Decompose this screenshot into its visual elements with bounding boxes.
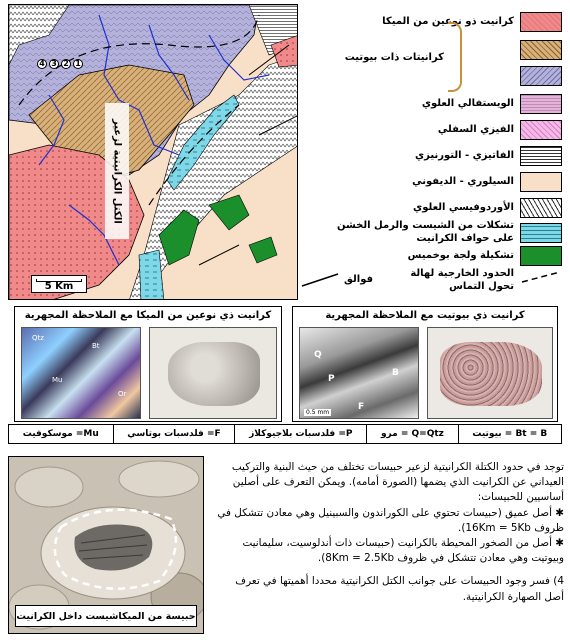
legend-item xyxy=(300,172,562,192)
granite-group-brace xyxy=(448,22,462,92)
granite-group-label: كرانيتات ذات بيوتيت xyxy=(344,52,444,63)
legend-item xyxy=(300,270,373,290)
scale-bar xyxy=(31,275,87,293)
sample-marker: 3 xyxy=(49,59,59,69)
deep-origin-paragraph: ✱ أصل عميق (حبيسات تحتوي على الكوراندون والسبينيل وهي معادن تتشكل في ظروف 16Km = 5Kb). xyxy=(217,506,564,534)
scale-label: 5 Km xyxy=(44,281,74,292)
legend-swatch xyxy=(520,40,562,60)
micrograph-two-mica xyxy=(21,327,141,419)
mineral-label: F xyxy=(358,402,365,412)
rock-sample xyxy=(440,342,542,406)
mineral-label: Bt xyxy=(92,342,100,350)
exercise-text xyxy=(214,460,564,605)
legend-item xyxy=(300,246,562,266)
sample-markers xyxy=(37,59,83,69)
legend-label: السيلوري - الديفوني xyxy=(412,175,514,187)
legend-swatch xyxy=(520,223,562,243)
sample-marker: 4 xyxy=(37,59,47,69)
legend-item xyxy=(300,120,562,140)
mineral-label: P xyxy=(328,374,335,384)
panel-title: كرانيت ذي بيوتيت مع الملاحظة المجهرية xyxy=(325,310,525,321)
key-item: P= فلدسبات بلاجيوكلاز xyxy=(234,425,366,443)
legend-label: كرانيت ذو نوعين من الميكا xyxy=(382,15,514,27)
legend-item xyxy=(300,66,562,86)
key-item: Bt = B = بيوتيت xyxy=(458,425,561,443)
rock-sample xyxy=(168,342,260,406)
legend-swatch xyxy=(520,146,562,166)
micro-scale: 0.5 mm xyxy=(306,409,330,416)
legend-item xyxy=(300,12,562,32)
legend-label: الأوردوفيسي العلوي xyxy=(413,201,514,213)
legend-swatch xyxy=(520,198,562,218)
contact-line-sample xyxy=(520,268,562,288)
micrograph-biotite xyxy=(299,327,419,419)
legend-label: الحدود الخارجية لهالة تحول التماس xyxy=(410,268,514,292)
photo-caption: حبيسة من الميكاشيست داخل الكرانيت xyxy=(15,605,197,627)
legend-swatch xyxy=(520,94,562,114)
host-rock-origin-paragraph: ✱ أصل من الصخور المحيطة بالكرانيت (حبيسات ذات أندلوسيت، سليمانيت وبيوتيت وهي معادن تتشكل في ظروف 8Km = 2.5Kb). xyxy=(242,537,564,565)
mineral-label: B xyxy=(392,368,399,378)
mineral-label: Q xyxy=(314,350,322,360)
fault-line-icon xyxy=(300,270,340,290)
legend-label: تشكيلة ولجة بوخميس xyxy=(407,249,514,261)
mineral-abbreviation-key xyxy=(8,424,562,444)
legend-item xyxy=(300,94,562,114)
mineral-label: Or xyxy=(118,390,127,398)
sample-marker: 2 xyxy=(61,59,71,69)
hand-sample-biotite xyxy=(427,327,553,419)
mineral-label: Mu xyxy=(52,376,63,384)
legend-swatch xyxy=(520,172,562,192)
mineral-label: Qtz xyxy=(32,334,44,342)
legend-item xyxy=(300,198,562,218)
panel-title: كرانيت ذي نوعين من الميكا مع الملاحظة المجهرية xyxy=(24,310,272,321)
scale-bar-line xyxy=(36,279,82,282)
key-item: Q=Qtz = مرو xyxy=(366,425,457,443)
biotite-granite-panel xyxy=(292,306,558,422)
map-legend xyxy=(300,6,562,300)
intro-paragraph: توجد في حدود الكتلة الكرانيتية لزعير حبيسات تختلف من حيث البنية والتركيب العيداني عن الكرانيت الذي يضمها (الصورة أمامه). ويمكن التعرف على أصلين أساسيين للحبيسات: xyxy=(231,461,564,504)
massif-label: الكتل الكرانيتية لزعير xyxy=(105,103,129,239)
legend-label: الفيزي السفلي xyxy=(437,123,514,135)
legend-label: فوالق xyxy=(344,273,374,285)
geological-map xyxy=(8,4,298,300)
legend-label: تشكلات من الشيست والرمل الخشن على حواف الكرانيت xyxy=(336,220,514,244)
hand-sample-two-mica xyxy=(149,327,277,419)
key-item: F= فلدسبات بوتاسي xyxy=(113,425,235,443)
question-4: 4) فسر وجود الحبيسات على جوانب الكتل الكرانيتية محددا أهميتها في تعرف أصل الصهارة الكرانيتية. xyxy=(235,575,564,603)
dashed-line-icon xyxy=(520,268,562,288)
sample-marker: 1 xyxy=(73,59,83,69)
legend-swatch xyxy=(520,246,562,266)
legend-label: الفاتيزي - التورنيزي xyxy=(415,149,514,161)
legend-item xyxy=(300,220,562,245)
legend-label: الويستفالي العلوي xyxy=(421,97,514,109)
two-mica-granite-panel xyxy=(14,306,282,422)
legend-swatch xyxy=(520,120,562,140)
legend-swatch xyxy=(520,66,562,86)
legend-item xyxy=(300,146,562,166)
key-item: Mu= موسكوفيت xyxy=(22,429,99,439)
enclave-photo xyxy=(8,456,204,634)
map-drawing xyxy=(9,5,298,300)
legend-swatch xyxy=(520,12,562,32)
